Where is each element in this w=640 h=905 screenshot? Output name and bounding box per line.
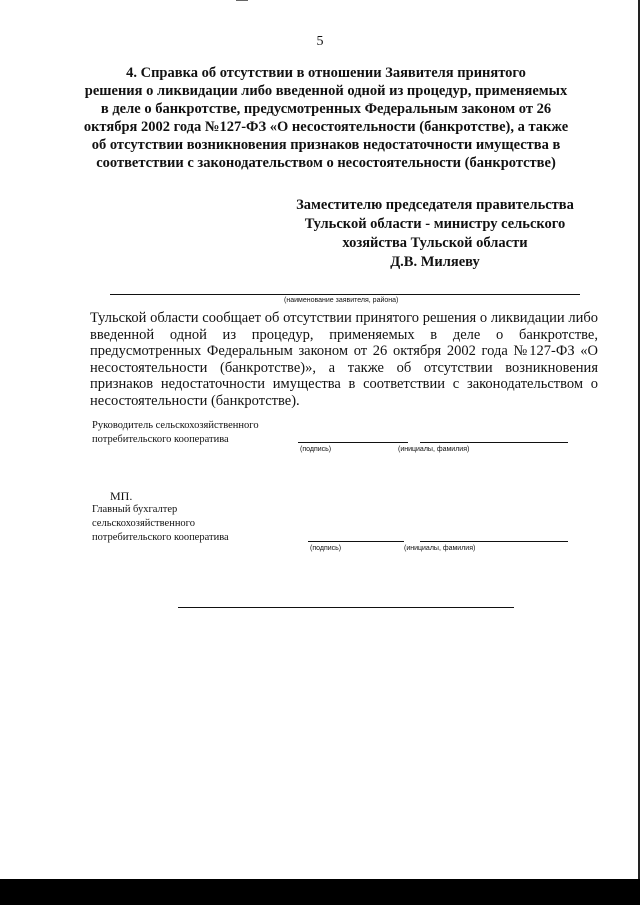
head-title-line: потребительского кооператива [92, 434, 229, 445]
heading-line: соответствии с законодательством о несостоятельности (банкротстве) [96, 155, 556, 171]
document-heading [72, 64, 580, 172]
accountant-signature-line [308, 541, 404, 542]
accountant-title [92, 503, 229, 545]
heading-line: 4. Справка об отсутствии в отношении Заявителя принятого [126, 65, 526, 81]
head-signature-caption: (подпись) [300, 446, 332, 453]
scan-mark [236, 0, 248, 1]
addressee-block [270, 196, 600, 272]
head-title [92, 419, 259, 447]
accountant-title-line: потребительского кооператива [92, 532, 229, 543]
heading-line: решения о ликвидации либо введенной одной из процедур, применяемых [84, 83, 568, 99]
head-name-caption: (инициалы, фамилия) [398, 446, 470, 453]
scan-bottom-border [0, 879, 640, 905]
accountant-name-line [420, 541, 568, 542]
accountant-title-line: Главный бухгалтер [92, 504, 178, 515]
heading-line: октября 2002 года №127-ФЗ «О несостоятельности (банкротстве), а также [83, 119, 569, 135]
applicant-name-line [110, 294, 580, 295]
addressee-line: Тульской области - министру сельского [304, 216, 566, 232]
stamp-label: МП. [110, 489, 133, 503]
accountant-name-caption: (инициалы, фамилия) [404, 545, 476, 552]
head-signature-line [298, 442, 408, 443]
page-number: 5 [316, 34, 324, 49]
accountant-title-line: сельскохозяйственного [92, 518, 195, 529]
head-title-line: Руководитель сельскохозяйственного [92, 420, 259, 431]
statement-text: Тульской области сообщает об отсутствии принятого решения о ликвидации либо введенной одной из процедур, применяемых в деле о банкротстве, предусмотренных Федеральным законом от 26 октября 2002 года №127-ФЗ «О несостоятельности (банкротстве)», а также об отсутствии возникновения признаков недостаточности имущества в соответствии с законодательством о несостоятельности (банкротстве). [90, 310, 598, 409]
applicant-caption: (наименование заявителя, района) [284, 297, 399, 304]
addressee-line: хозяйства Тульской области [342, 235, 528, 251]
accountant-signature-caption: (подпись) [310, 545, 342, 552]
head-name-line [420, 442, 568, 443]
heading-line: об отсутствии возникновения признаков недостаточности имущества в [91, 137, 561, 153]
heading-line: в деле о банкротстве, предусмотренных Федеральным законом от 26 [100, 101, 552, 117]
addressee-line: Д.В. Миляеву [390, 254, 480, 270]
closing-line [178, 607, 514, 608]
addressee-line: Заместителю председателя правительства [296, 197, 574, 213]
